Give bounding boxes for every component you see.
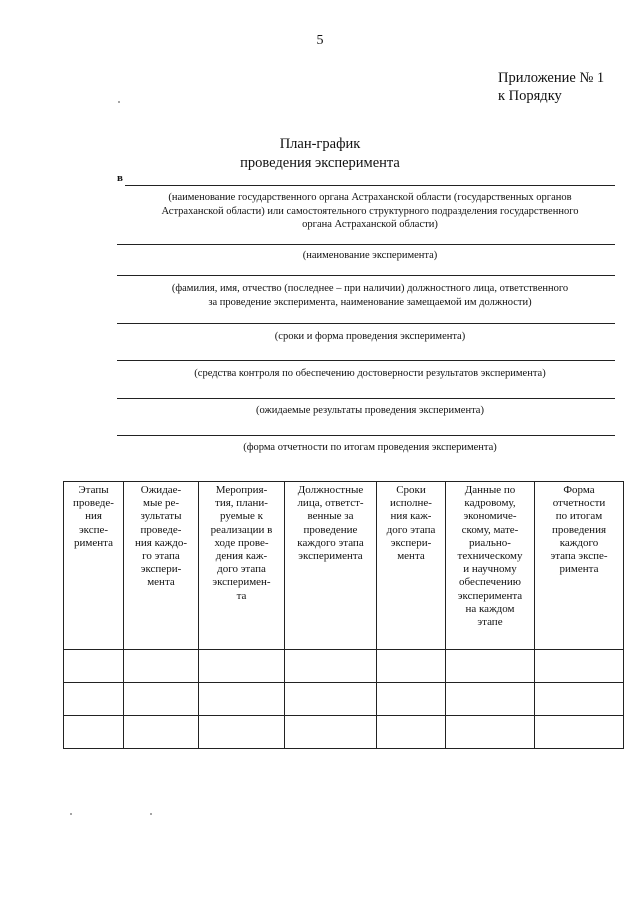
page-number: 5 [316,33,324,48]
header-responsible-officials: Должностные лица, ответст- венные за проведение каждого этапа эксперимента [285,482,377,650]
caption-control: (средства контроля по обеспечению достоверности результатов эксперимента) [194,368,546,379]
table-cell [377,683,446,716]
table-cell [124,650,199,683]
prefix-v: в [117,172,123,184]
table-cell [377,650,446,683]
table-cell [199,650,285,683]
header-expected-results: Ожидае- мые ре- зультаты проведе- ния каждо- го этапа экспери- мента [124,482,199,650]
title-line-1: План-график [279,136,361,152]
appendix-line-1: Приложение № 1 [498,70,605,86]
caption-expected: (ожидаемые результаты проведения эксперимента) [256,405,484,416]
scan-speck [118,101,120,103]
scan-speck [150,813,152,815]
fill-line-control [117,360,615,361]
table-cell [64,650,124,683]
header-support-data: Данные по кадровому, экономиче- скому, мате- риально- техническому и научному обеспечению эксперимента на каждом этапе [446,482,535,650]
table-cell [124,683,199,716]
table-cell [285,650,377,683]
header-planned-activities: Мероприя- тия, плани- руемые к реализации в ходе прове- дения каж- дого этапа эксперимен- та [199,482,285,650]
title-line-2: проведения эксперимента [240,155,400,171]
table-cell [199,683,285,716]
table-cell [124,716,199,749]
table-cell [446,683,535,716]
header-reporting-form: Форма отчетности по итогам проведения каждого этапа экспе- римента [535,482,624,650]
fill-line-terms [117,323,615,324]
table-cell [446,650,535,683]
schedule-table [63,481,624,749]
table-cell [285,716,377,749]
caption-terms: (сроки и форма проведения эксперимента) [274,331,466,342]
table-cell [64,683,124,716]
table-cell [64,716,124,749]
fill-line-organ [125,185,615,186]
table-cell [377,716,446,749]
fill-line-responsible [117,275,615,276]
caption-reporting: (форма отчетности по итогам проведения эксперимента) [243,442,497,453]
caption-responsible: (фамилия, имя, отчество (последнее – при наличии) должностного лица, ответственного за проведение эксперимента, наименование замещаемой им должности) [171,283,569,308]
table-cell [446,716,535,749]
table-row [64,716,624,749]
table-cell [535,683,624,716]
header-deadlines: Сроки исполне- ния каж- дого этапа экспери- мента [377,482,446,650]
table-cell [285,683,377,716]
caption-experiment-name: (наименование эксперимента) [302,250,438,261]
table-cell [535,716,624,749]
fill-line-reporting [117,435,615,436]
table-cell [199,716,285,749]
table-row [64,650,624,683]
document-title [0,135,640,173]
table-cell [535,650,624,683]
scan-speck [70,813,72,815]
table-row [64,683,624,716]
table-header-row [64,482,624,650]
appendix-reference [498,69,604,105]
fill-line-experiment-name [117,244,615,245]
header-stages: Этапы проведе- ния экспе- римента [64,482,124,650]
caption-organ: (наименование государственного органа Астраханской области (государственных органов Астраханской области) или самостоятельного структурного подразделения государственного органа Астраханской области) [161,192,579,230]
fill-line-expected [117,398,615,399]
appendix-line-2: к Порядку [498,88,562,104]
